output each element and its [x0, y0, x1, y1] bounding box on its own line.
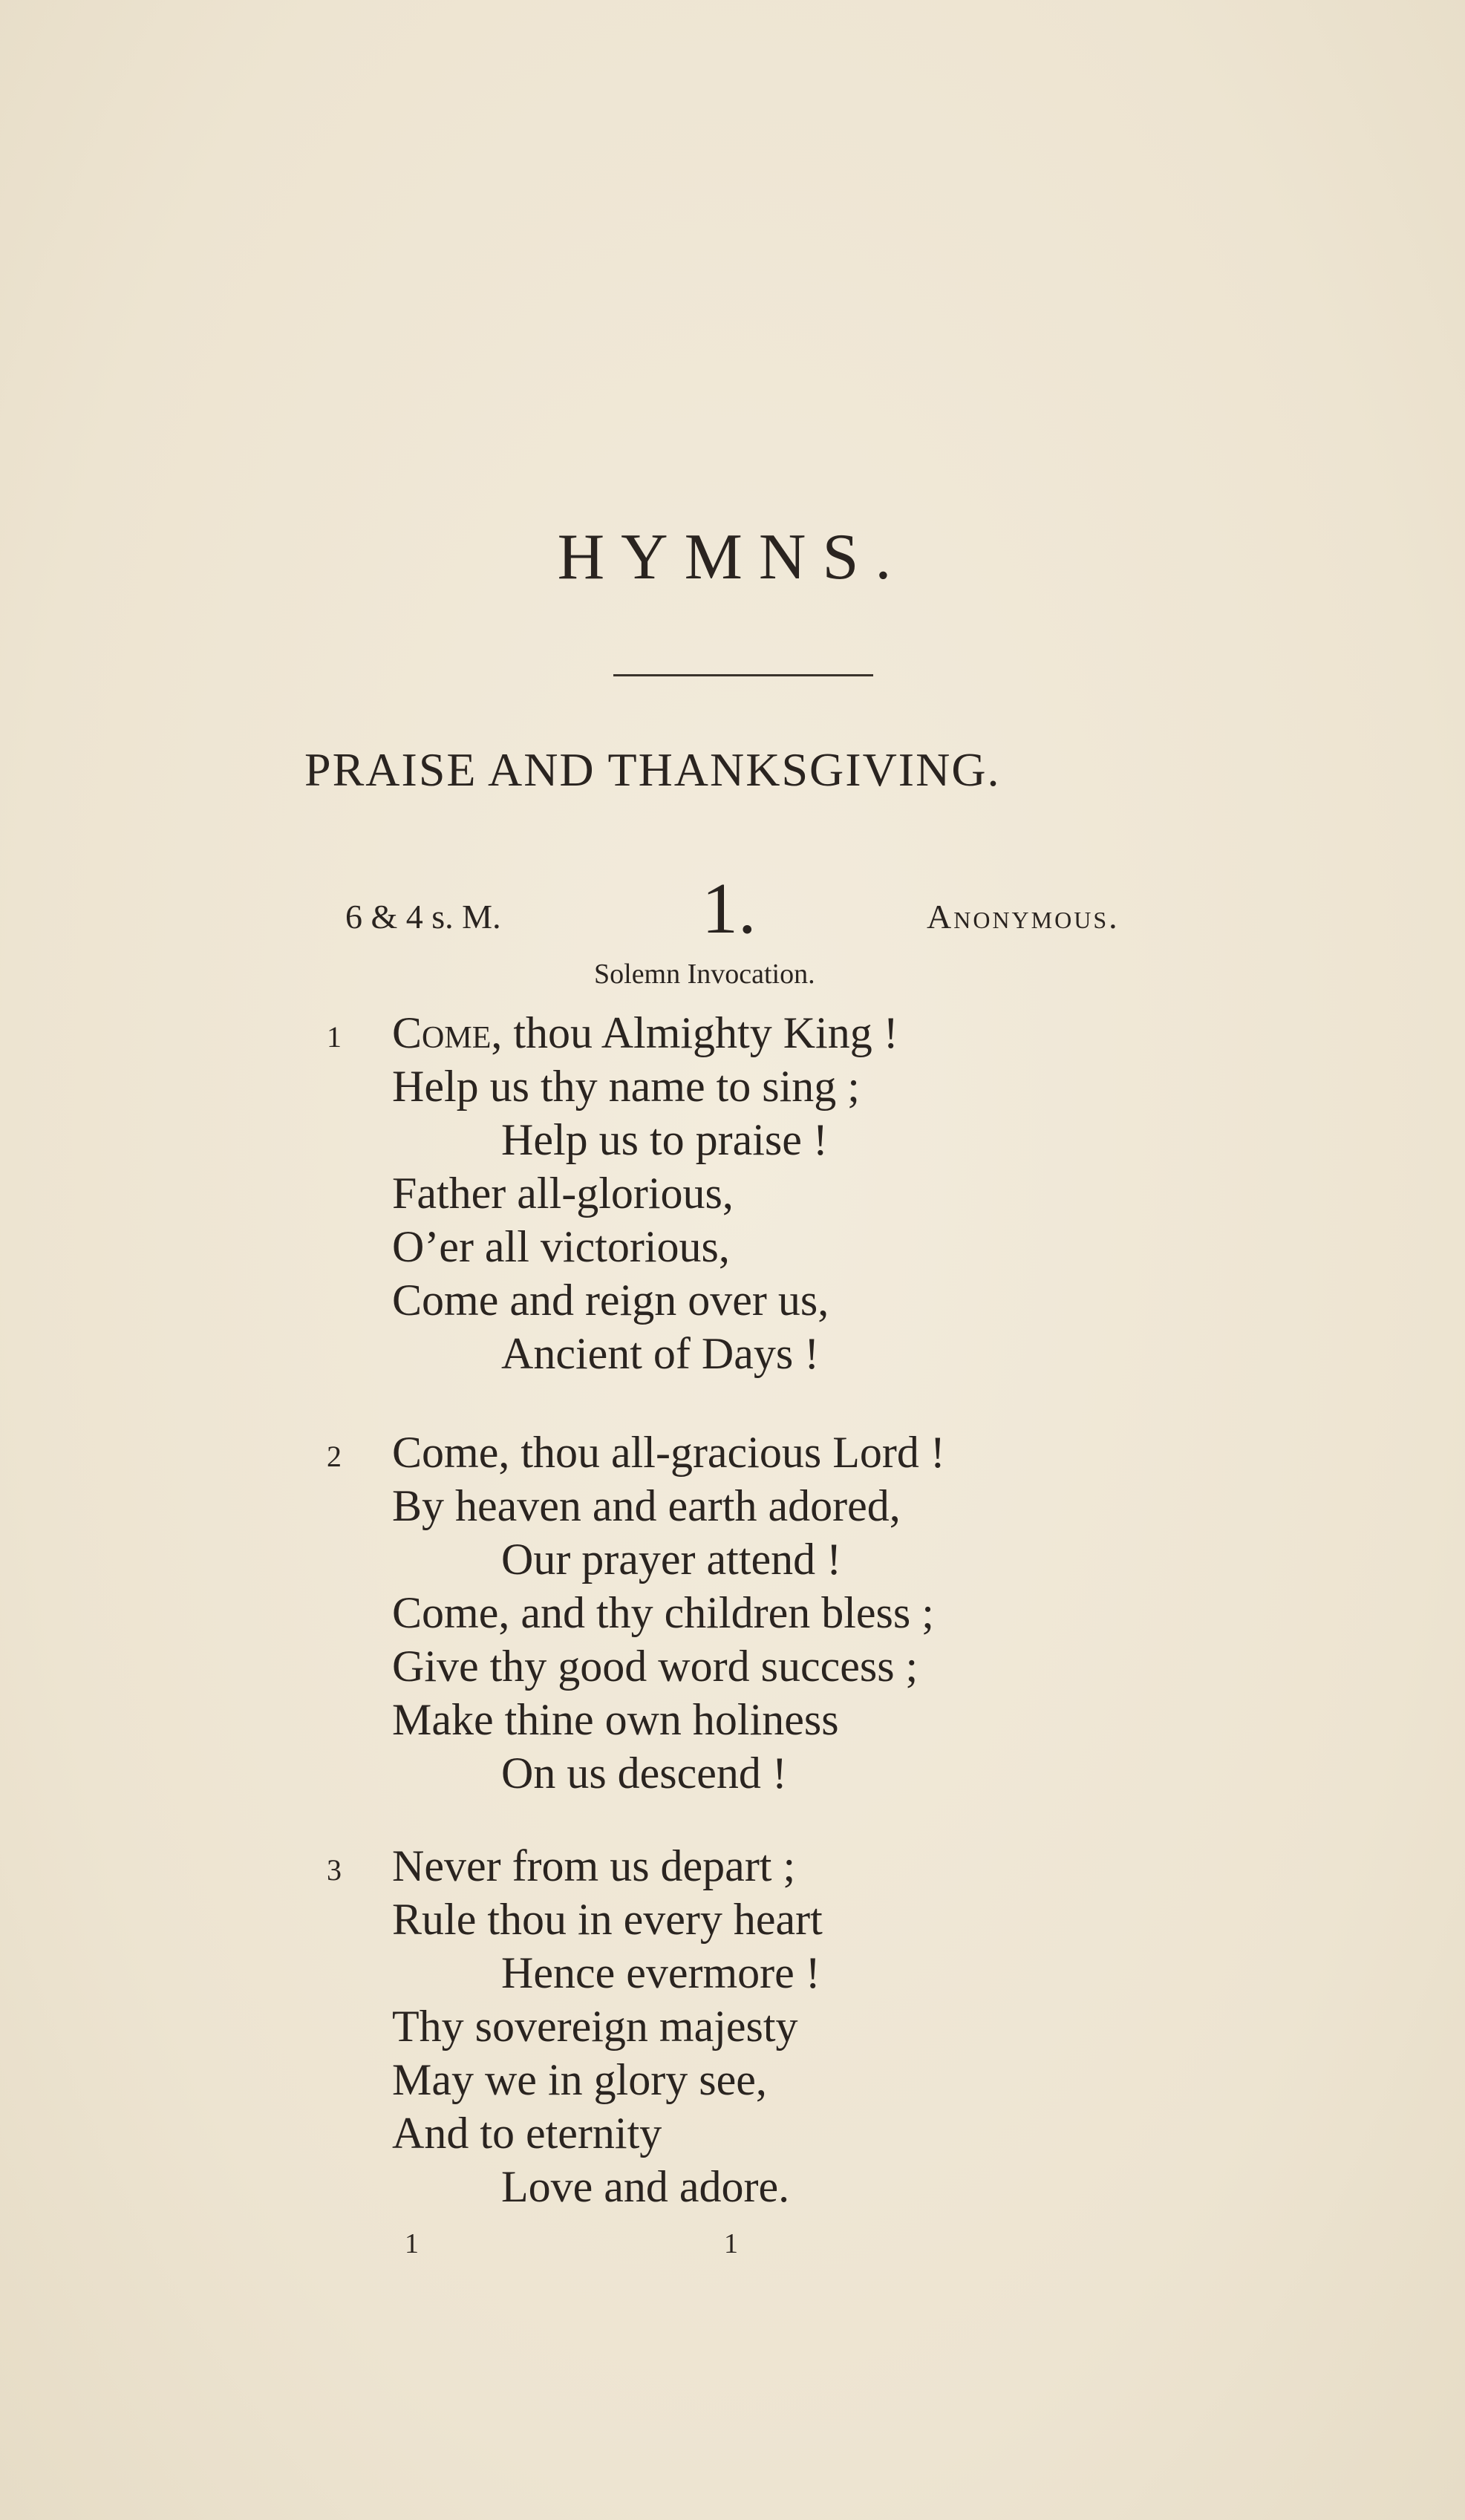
hymn-number: 1. [702, 869, 757, 949]
stanza-line: Give thy good word success ; [392, 1642, 919, 1691]
stanza-line [327, 1006, 898, 1060]
stanza-line: Help us thy name to sing ; [392, 1062, 860, 1111]
section-title: PRAISE AND THANKSGIVING. [304, 743, 1001, 796]
stanza-2 [327, 1426, 945, 1800]
page-heading: HYMNS. [557, 521, 908, 593]
stanza-line: Hence evermore ! [501, 1948, 820, 1997]
line-text: Come, thou all-gracious Lord ! [392, 1428, 945, 1477]
stanza-line [327, 1426, 945, 1479]
hymn-subtitle: Solemn Invocation. [594, 959, 815, 990]
stanza-1 [327, 1006, 898, 1380]
stanza-line: Help us to praise ! [501, 1115, 828, 1164]
stanza-line [327, 1839, 823, 1893]
stanza-line: And to eternity [392, 2109, 662, 2158]
signature-mark: 1 [405, 2228, 419, 2259]
stanza-line: Come and reign over us, [392, 1276, 829, 1325]
verse-number: 2 [327, 1440, 342, 1473]
stanza-line: Ancient of Days ! [501, 1329, 820, 1378]
stanza-line: Come, and thy children bless ; [392, 1588, 934, 1637]
stanza-line: Rule thou in every heart [392, 1895, 823, 1944]
first-word: Come, [392, 1008, 503, 1057]
stanza-line: By heaven and earth adored, [392, 1481, 901, 1530]
stanza-line: Make thine own holiness [392, 1695, 839, 1744]
page-number: 1 [724, 2228, 738, 2259]
stanza-line: O’er all victorious, [392, 1222, 730, 1271]
stanza-line: On us descend ! [501, 1749, 787, 1798]
hymn-author: Anonymous. [927, 898, 1120, 936]
verse-number: 3 [327, 1853, 342, 1887]
stanza-line: Love and adore. [501, 2162, 790, 2211]
hymn-meter: 6 & 4 s. M. [345, 898, 501, 936]
line-text: thou Almighty King ! [502, 1008, 898, 1057]
stanza-line: Our prayer attend ! [501, 1535, 842, 1584]
heading-rule [613, 674, 873, 676]
stanza-3 [327, 1839, 823, 2213]
stanza-line: Father all-glorious, [392, 1169, 734, 1218]
stanza-line: Thy sovereign majesty [392, 2002, 798, 2051]
line-text: Never from us depart ; [392, 1841, 796, 1890]
stanza-line: May we in glory see, [392, 2055, 767, 2104]
verse-number: 1 [327, 1020, 342, 1054]
